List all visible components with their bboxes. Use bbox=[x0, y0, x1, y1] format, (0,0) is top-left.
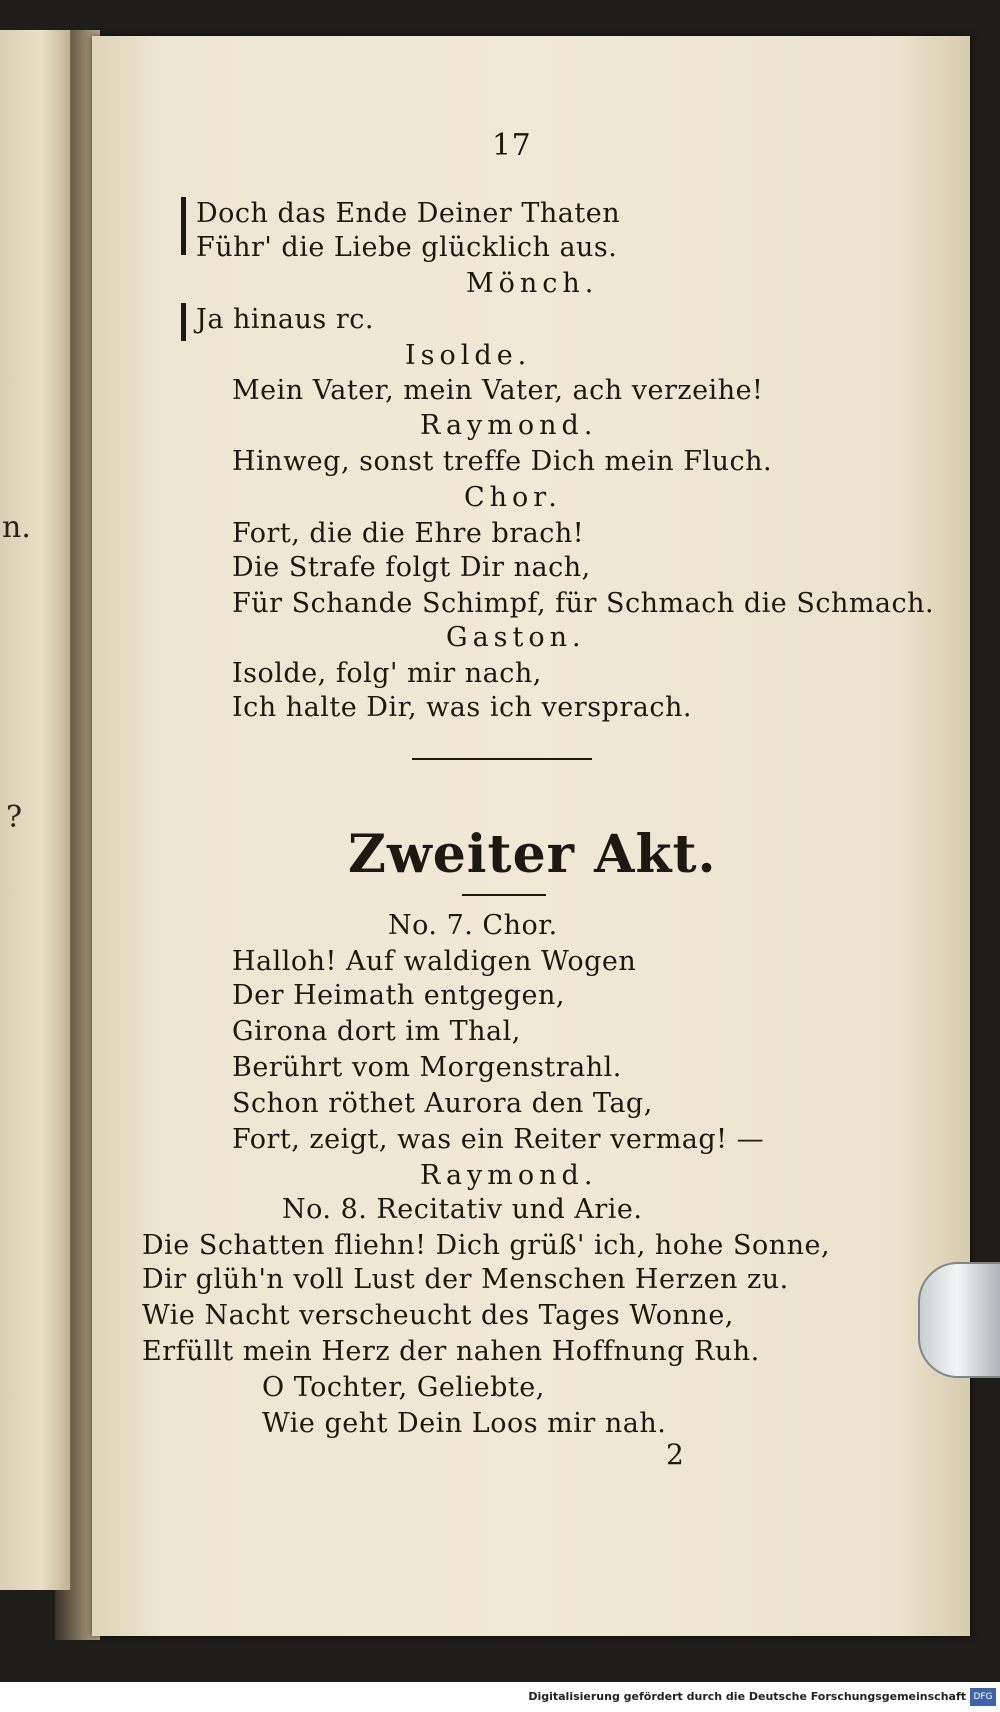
text-line: Wie Nacht verscheucht des Tages Wonne, bbox=[142, 1300, 734, 1331]
text-line: Wie geht Dein Loos mir nah. bbox=[262, 1408, 667, 1439]
speaker-bracket bbox=[181, 197, 186, 255]
left-page-fragment: n. bbox=[2, 510, 31, 545]
text-line: Erfüllt mein Herz der nahen Hoffnung Ruh. bbox=[142, 1336, 760, 1367]
footer-credit: Digitalisierung gefördert durch die Deutsche Forschungsgemeinschaft bbox=[0, 1682, 1000, 1712]
speaker-heading: Raymond. bbox=[420, 410, 598, 441]
speaker-heading: Gaston. bbox=[446, 622, 586, 653]
act-title: Zweiter Akt. bbox=[348, 824, 717, 885]
signature-mark: 2 bbox=[666, 1438, 685, 1471]
text-line: Girona dort im Thal, bbox=[232, 1016, 521, 1047]
left-page-edge bbox=[0, 30, 72, 1590]
text-line: Für Schande Schimpf, für Schmach die Schmach. bbox=[232, 588, 935, 619]
text-line: Mein Vater, mein Vater, ach verzeihe! bbox=[232, 375, 764, 406]
text-line: Fort, die die Ehre brach! bbox=[232, 518, 585, 549]
text-line: Hinweg, sonst treffe Dich mein Fluch. bbox=[232, 446, 773, 477]
text-line: Doch das Ende Deiner Thaten bbox=[196, 198, 621, 229]
text-line: Berührt vom Morgenstrahl. bbox=[232, 1052, 622, 1083]
speaker-heading: Raymond. bbox=[420, 1160, 598, 1191]
text-line: Isolde, folg' mir nach, bbox=[232, 658, 542, 689]
speaker-heading: Chor. bbox=[464, 482, 562, 513]
speaker-heading: Mönch. bbox=[466, 268, 599, 299]
text-line: Führ' die Liebe glücklich aus. bbox=[196, 232, 618, 263]
dfg-logo: DFG bbox=[970, 1688, 996, 1706]
text-line: Fort, zeigt, was ein Reiter vermag! — bbox=[232, 1124, 765, 1155]
text-line: Ja hinaus rc. bbox=[196, 304, 374, 335]
page-clip bbox=[918, 1262, 1000, 1378]
left-page-fragment: ? bbox=[6, 800, 23, 835]
text-line: O Tochter, Geliebte, bbox=[262, 1372, 545, 1403]
speaker-bracket bbox=[181, 303, 186, 341]
text-line: Dir glüh'n voll Lust der Menschen Herzen zu. bbox=[142, 1264, 789, 1295]
text-line: Die Schatten fliehn! Dich grüß' ich, hohe Sonne, bbox=[142, 1230, 831, 1261]
section-divider bbox=[462, 894, 546, 896]
section-heading: No. 7. Chor. bbox=[388, 910, 558, 941]
speaker-heading: Isolde. bbox=[405, 340, 532, 371]
text-line: Ich halte Dir, was ich versprach. bbox=[232, 692, 692, 723]
page-number: 17 bbox=[492, 128, 532, 163]
text-line: Der Heimath entgegen, bbox=[232, 980, 566, 1011]
text-line: Schon röthet Aurora den Tag, bbox=[232, 1088, 653, 1119]
text-line: Die Strafe folgt Dir nach, bbox=[232, 552, 591, 583]
section-divider bbox=[412, 758, 592, 760]
section-heading: No. 8. Recitativ und Arie. bbox=[282, 1194, 643, 1225]
text-line: Halloh! Auf waldigen Wogen bbox=[232, 946, 637, 977]
